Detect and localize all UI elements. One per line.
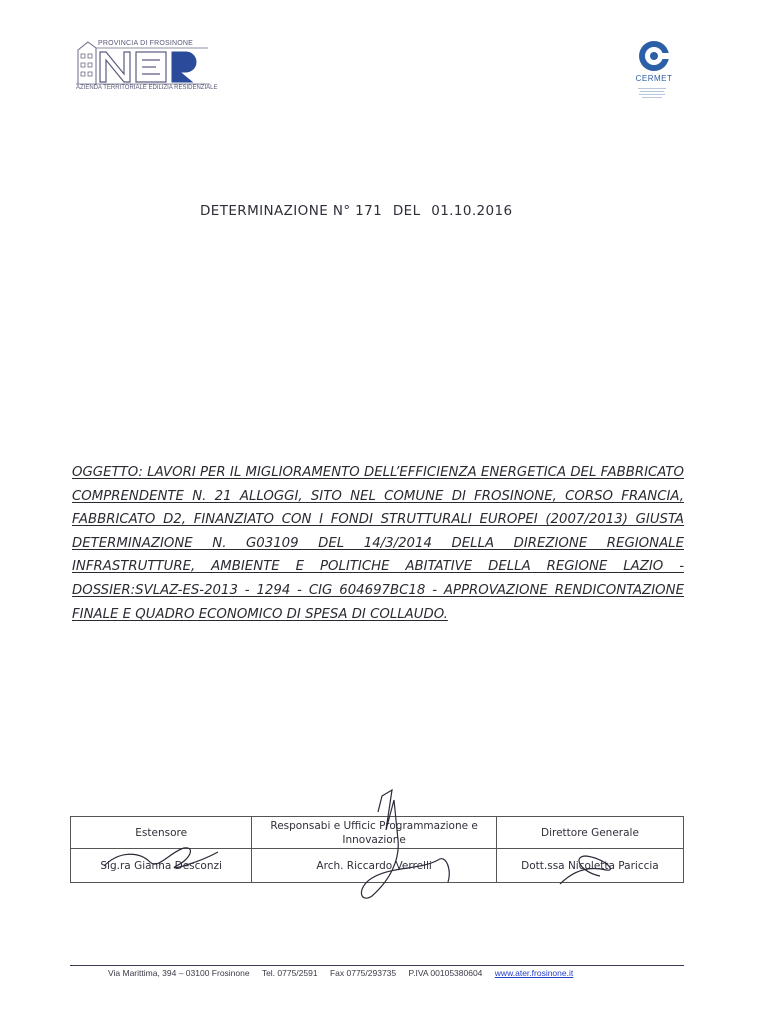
footer-address: Via Marittima, 394 – 03100 Frosinone — [108, 968, 250, 978]
role-general-director: Direttore Generale — [496, 817, 683, 849]
footer-fax: Fax 0775/293735 — [329, 968, 397, 978]
footer-website-link[interactable]: www.ater.frosinone.it — [494, 968, 574, 978]
footer-contact — [108, 968, 668, 978]
signature-roles-row — [71, 817, 684, 849]
name-drafter: Sig.ra Gianna Desconzi — [71, 849, 252, 883]
determination-date: 01.10.2016 — [431, 203, 513, 219]
ater-logo — [76, 36, 216, 98]
name-programming-manager: Arch. Riccardo Verrelli — [252, 849, 497, 883]
footer-divider — [70, 965, 684, 966]
province-name: PROVINCIA DI FROSINONE — [98, 40, 194, 47]
cermet-logo-icon — [630, 38, 678, 74]
role-programming-manager: Responsabi e Ufficic Programmazione e Innovazione — [252, 817, 497, 849]
determination-number: DETERMINAZIONE N° 171 — [200, 203, 383, 219]
cermet-brand: CERMET — [635, 74, 673, 83]
footer-tel: Tel. 0775/2591 — [261, 968, 318, 978]
name-general-director: Dott.ssa Nicoletta Pariccia — [496, 849, 683, 883]
determination-title — [200, 203, 600, 219]
subject-block — [72, 461, 684, 626]
subject-text: OGGETTO: LAVORI PER IL MIGLIORAMENTO DELL’EFFICIENZA ENERGETICA DEL FABBRICATO COMPRENDENTE N. 21 ALLOGGI, SITO NEL COMUNE DI FROSINONE, CORSO FRANCIA, FABBRICATO D2, FINANZIATO CON I FONDI STRUTTURALI EUROPEI (2007/2013) GIUSTA DETERMINAZIONE N. G03109 DEL 14/3/2014 DELLA DIREZIONE REGIONALE INFRASTRUTTURE, AMBIENTE E POLITICHE ABITATIVE DELLA REGIONE LAZIO - DOSSIER:SVLAZ-ES-2013 - 1294 - CIG 604697BC18 - APPROVAZIONE RENDICONTAZIONE FINALE E QUADRO ECONOMICO DI SPESA DI COLLAUDO. — [72, 465, 684, 622]
agency-name: AZIENDA TERRITORIALE EDILIZIA RESIDENZIALE — [76, 85, 218, 91]
role-drafter: Estensore — [71, 817, 252, 849]
cermet-fine-print — [638, 86, 670, 100]
signature-names-row — [71, 849, 684, 883]
cermet-logo — [630, 38, 678, 110]
footer-piva: P.IVA 00105380604 — [408, 968, 483, 978]
determination-del: DEL — [392, 203, 421, 219]
signature-table — [70, 816, 684, 883]
